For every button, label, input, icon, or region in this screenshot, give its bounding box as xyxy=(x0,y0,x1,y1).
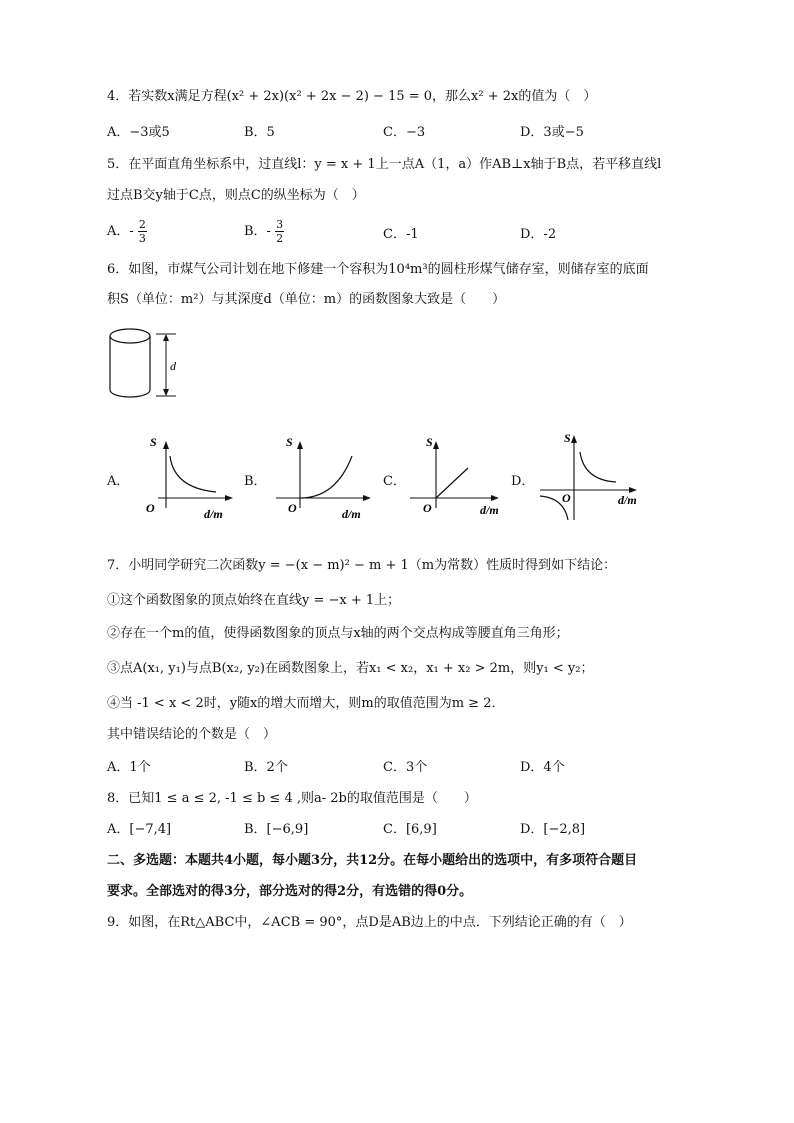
q6-graph-d-x-axis: d/m xyxy=(618,493,637,507)
q6-stem-line1: 6．如图，市煤气公司计划在地下修建一个容积为10⁴m³的圆柱形煤气储存室，则储存室的底面 xyxy=(107,262,649,277)
q8-stem: 8．已知1 ≤ a ≤ 2, -1 ≤ b ≤ 4 ,则a- 2b的取值范围是（ ） xyxy=(107,791,477,806)
q4-option-a: A．−3或5 xyxy=(107,125,170,140)
q4-stem: 4．若实数x满足方程(x² + 2x)(x² + 2x − 2) − 15 = 0，那么x² + 2x的值为（ ） xyxy=(107,89,597,104)
q8-option-b: B．[−6,9] xyxy=(244,822,309,837)
q6-graph-b-s-axis: S xyxy=(286,436,293,449)
q6-graph-a xyxy=(138,436,238,522)
q5-option-b-prefix: B．- xyxy=(244,224,271,239)
q7-option-a: A．1个 xyxy=(107,760,151,775)
q5-option-a-denominator: 3 xyxy=(138,232,146,245)
q6-stem-line2: 积S（单位：m²）与其深度d（单位：m）的函数图象大致是（ ） xyxy=(107,292,506,307)
q6-graph-a-s-axis: S xyxy=(150,436,157,449)
q6-graph-c-s-axis: S xyxy=(426,436,433,449)
q5-option-b-denominator: 2 xyxy=(276,232,284,245)
q7-option-c: C．3个 xyxy=(383,760,428,775)
section2-heading-line2: 要求。全部选对的得3分，部分选对的得2分，有选错的得0分。 xyxy=(107,884,473,899)
q7-conclusion-2: ②存在一个m的值，使得函数图象的顶点与x轴的两个交点构成等腰直角三角形； xyxy=(107,626,569,641)
q4-option-c: C．−3 xyxy=(383,125,426,140)
q6-graph-d-origin: O xyxy=(562,491,571,505)
q8-option-a: A．[−7,4] xyxy=(107,822,172,837)
q7-conclusion-3: ③点A(x₁, y₁)与点B(x₂, y₂)在函数图象上，若x₁ < x₂，x₁ + x₂ > 2m，则y₁ < y₂； xyxy=(107,661,594,676)
q6-graph-d-label: D． xyxy=(511,474,535,489)
q5-option-b-numerator: 3 xyxy=(276,218,284,231)
q7-question: 其中错误结论的个数是（ ） xyxy=(107,727,277,742)
q6-graph-b-label: B． xyxy=(244,474,267,489)
q9-stem: 9．如图，在Rt△ABC中，∠ACB = 90°，点D是AB边上的中点．下列结论正确的有（ ） xyxy=(107,915,632,930)
q5-option-b xyxy=(244,218,284,245)
q5-option-c: C．-1 xyxy=(383,227,419,242)
q6-graph-b-origin: O xyxy=(288,501,297,515)
cylinder-depth-label: d xyxy=(170,359,176,373)
q4-option-d: D．3或−5 xyxy=(520,125,584,140)
q6-graph-b xyxy=(276,436,376,522)
q5-stem-line2: 过点B交y轴于C点，则点C的纵坐标为（ ） xyxy=(107,188,365,203)
q6-graph-a-x-axis: d/m xyxy=(204,507,223,521)
q6-graph-d xyxy=(536,428,646,524)
q8-option-c: C．[6,9] xyxy=(383,822,437,837)
q7-conclusion-1: ①这个函数图象的顶点始终在直线y = −x + 1上； xyxy=(107,593,401,608)
q8-option-d: D．[−2,8] xyxy=(520,822,586,837)
q5-stem-line1: 5．在平面直角坐标系中，过直线l：y = x + 1上一点A（1，a）作AB⊥x轴于B点，若平移直线l xyxy=(107,157,662,172)
q7-stem: 7．小明同学研究二次函数y = −(x − m)² − m + 1（m为常数）性质时得到如下结论： xyxy=(107,558,617,573)
q6-graph-c-origin: O xyxy=(423,501,432,515)
q7-option-b: B．2个 xyxy=(244,760,288,775)
q6-graph-a-label: A． xyxy=(107,474,130,489)
q5-option-a xyxy=(107,218,147,245)
q6-graph-c xyxy=(408,436,508,522)
q4-option-b: B．5 xyxy=(244,125,275,140)
q5-option-a-prefix: A．- xyxy=(107,224,134,239)
q6-graph-c-label: C． xyxy=(383,474,406,489)
cylinder-figure xyxy=(104,326,184,402)
section2-heading-line1: 二、多选题：本题共4小题，每小题3分，共12分。在每小题给出的选项中，有多项符合题目 xyxy=(107,853,638,868)
q7-option-d: D．4个 xyxy=(520,760,565,775)
q7-conclusion-4: ④当 -1 < x < 2时，y随x的增大而增大，则m的取值范围为m ≥ 2． xyxy=(107,696,505,711)
q5-option-a-numerator: 2 xyxy=(138,218,146,231)
q6-graph-c-x-axis: d/m xyxy=(480,503,499,517)
q6-graph-a-origin: O xyxy=(146,501,155,515)
q6-graph-b-x-axis: d/m xyxy=(342,507,361,521)
q6-graph-d-s-axis: S xyxy=(564,431,571,445)
q5-option-d: D．-2 xyxy=(520,227,557,242)
